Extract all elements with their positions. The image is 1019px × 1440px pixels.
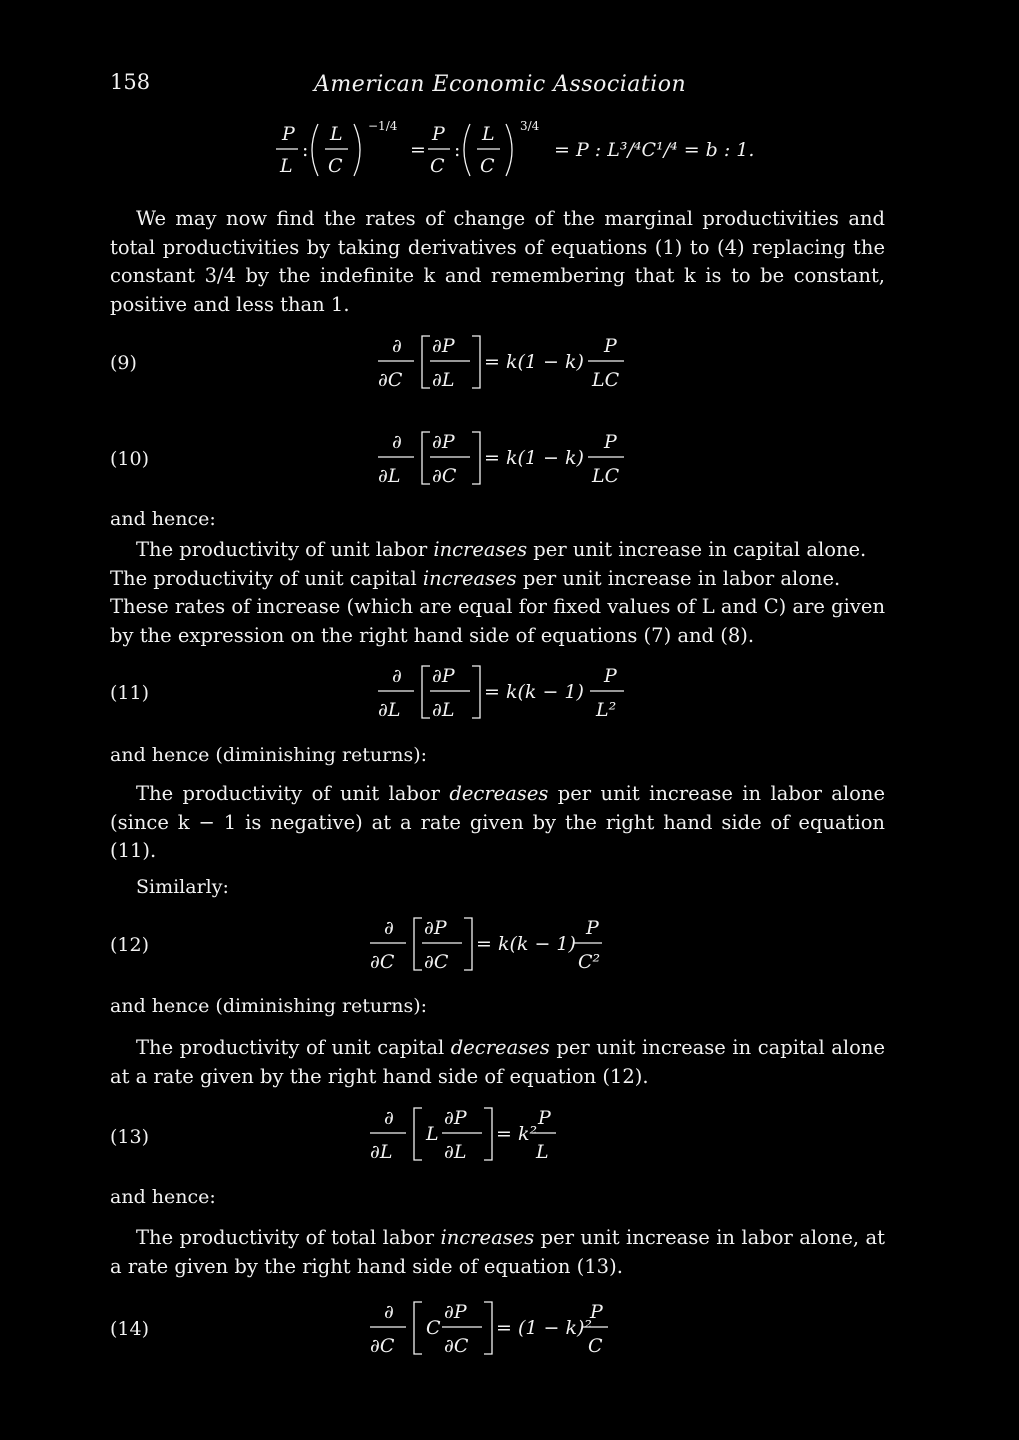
svg-text:= k(k − 1): = k(k − 1)	[476, 933, 576, 955]
svg-text:∂P: ∂P	[432, 665, 455, 687]
svg-text:∂P: ∂P	[444, 1301, 467, 1323]
svg-text:∂L: ∂L	[370, 1141, 393, 1163]
svg-text:∂C: ∂C	[370, 1335, 395, 1357]
equation-12	[360, 912, 660, 982]
paragraph-4: The productivity of unit capital decreases per unit increase in capital alone at a rate given by the right hand side of equation (12).	[110, 1036, 885, 1088]
svg-text:P: P	[604, 665, 617, 687]
equation-14-label: (14)	[110, 1318, 150, 1340]
paragraph-3: The productivity of unit labor decreases per unit increase in labor alone (since k − 1 is negative) at a rate given by the right hand side of equation (11).	[110, 782, 885, 862]
svg-text:P: P	[604, 431, 617, 453]
svg-text::: :	[454, 139, 461, 161]
equation-9-label: (9)	[110, 352, 137, 374]
paragraph-5: The productivity of total labor increases per unit increase in labor alone, at a rate given by the right hand side of equation (13).	[110, 1226, 885, 1278]
svg-text:∂P: ∂P	[444, 1107, 467, 1129]
svg-text:C: C	[588, 1335, 603, 1357]
svg-text:−1/4: −1/4	[368, 119, 398, 133]
equation-13-label: (13)	[110, 1126, 150, 1148]
svg-text:C: C	[328, 155, 343, 177]
svg-text:= P : L³/⁴C¹/⁴ = b : 1.: = P : L³/⁴C¹/⁴ = b : 1.	[554, 139, 755, 161]
svg-text:∂: ∂	[392, 431, 402, 453]
svg-text:P: P	[282, 123, 295, 145]
svg-text:C: C	[480, 155, 495, 177]
equation-10	[368, 426, 668, 496]
svg-text:∂C: ∂C	[444, 1335, 469, 1357]
running-head: American Economic Association	[314, 72, 687, 97]
svg-text:∂: ∂	[392, 665, 402, 687]
equation-top	[270, 118, 770, 192]
paragraph-1: We may now find the rates of change of the marginal productivities and total productivities by taking derivatives of equations (1) to (4) replacing the constant 3/4 by the indefinite k and remembering that k is to be constant, positive and less than 1.	[110, 207, 885, 316]
svg-text:∂L: ∂L	[432, 369, 455, 391]
svg-text::: :	[302, 139, 309, 161]
equation-14	[360, 1296, 660, 1366]
page-number: 158	[110, 70, 151, 94]
and-hence-3: and hence (diminishing returns):	[110, 995, 428, 1017]
svg-text:LC: LC	[592, 465, 620, 487]
equation-10-label: (10)	[110, 448, 150, 470]
svg-text:L²: L²	[596, 699, 617, 721]
svg-text:= k(1 − k): = k(1 − k)	[484, 351, 584, 373]
svg-text:∂: ∂	[384, 917, 394, 939]
svg-text:∂: ∂	[392, 335, 402, 357]
svg-text:∂C: ∂C	[432, 465, 457, 487]
svg-text:= k²: = k²	[496, 1123, 538, 1145]
svg-text:∂L: ∂L	[444, 1141, 467, 1163]
svg-text:= k(k − 1): = k(k − 1)	[484, 681, 584, 703]
svg-text:∂: ∂	[384, 1301, 394, 1323]
svg-text:C: C	[426, 1317, 441, 1339]
svg-text:C: C	[430, 155, 445, 177]
paragraph-2a: The productivity of unit labor increases per unit increase in capital alone.	[136, 538, 867, 561]
svg-text:C²: C²	[578, 951, 601, 973]
equation-13	[360, 1102, 660, 1172]
svg-text:LC: LC	[592, 369, 620, 391]
and-hence-4: and hence:	[110, 1186, 216, 1208]
svg-text:∂P: ∂P	[432, 335, 455, 357]
and-hence-1: and hence:	[110, 508, 216, 530]
svg-text:L: L	[482, 123, 495, 145]
svg-text:L: L	[426, 1123, 439, 1145]
svg-text:P: P	[432, 123, 445, 145]
svg-text:= (1 − k)²: = (1 − k)²	[496, 1317, 593, 1339]
svg-text:P: P	[604, 335, 617, 357]
svg-text:∂P: ∂P	[432, 431, 455, 453]
paragraph-2c: These rates of increase (which are equal for fixed values of L and C) are given by the expression on the right hand side of equations (7) and (8).	[110, 595, 885, 647]
equation-11	[368, 660, 668, 730]
paragraph-2b: The productivity of unit capital increases per unit increase in labor alone.	[110, 566, 841, 590]
svg-text:L: L	[536, 1141, 549, 1163]
paragraph-2	[110, 536, 885, 650]
svg-text:P: P	[586, 917, 599, 939]
equation-9	[368, 330, 668, 400]
and-hence-2: and hence (diminishing returns):	[110, 744, 428, 766]
svg-text:∂C: ∂C	[424, 951, 449, 973]
svg-text:∂P: ∂P	[424, 917, 447, 939]
equation-11-label: (11)	[110, 682, 150, 704]
equation-12-label: (12)	[110, 934, 150, 956]
similarly: Similarly:	[136, 876, 229, 898]
svg-text:L: L	[330, 123, 343, 145]
svg-text:∂L: ∂L	[432, 699, 455, 721]
svg-text:∂L: ∂L	[378, 465, 401, 487]
svg-text:∂C: ∂C	[378, 369, 403, 391]
svg-text:P: P	[590, 1301, 603, 1323]
svg-text:P: P	[538, 1107, 551, 1129]
svg-text:=: =	[410, 139, 426, 161]
svg-text:= k(1 − k): = k(1 − k)	[484, 447, 584, 469]
svg-text:3/4: 3/4	[520, 119, 540, 133]
svg-text:∂L: ∂L	[378, 699, 401, 721]
svg-text:∂: ∂	[384, 1107, 394, 1129]
svg-text:L: L	[280, 155, 293, 177]
svg-text:∂C: ∂C	[370, 951, 395, 973]
